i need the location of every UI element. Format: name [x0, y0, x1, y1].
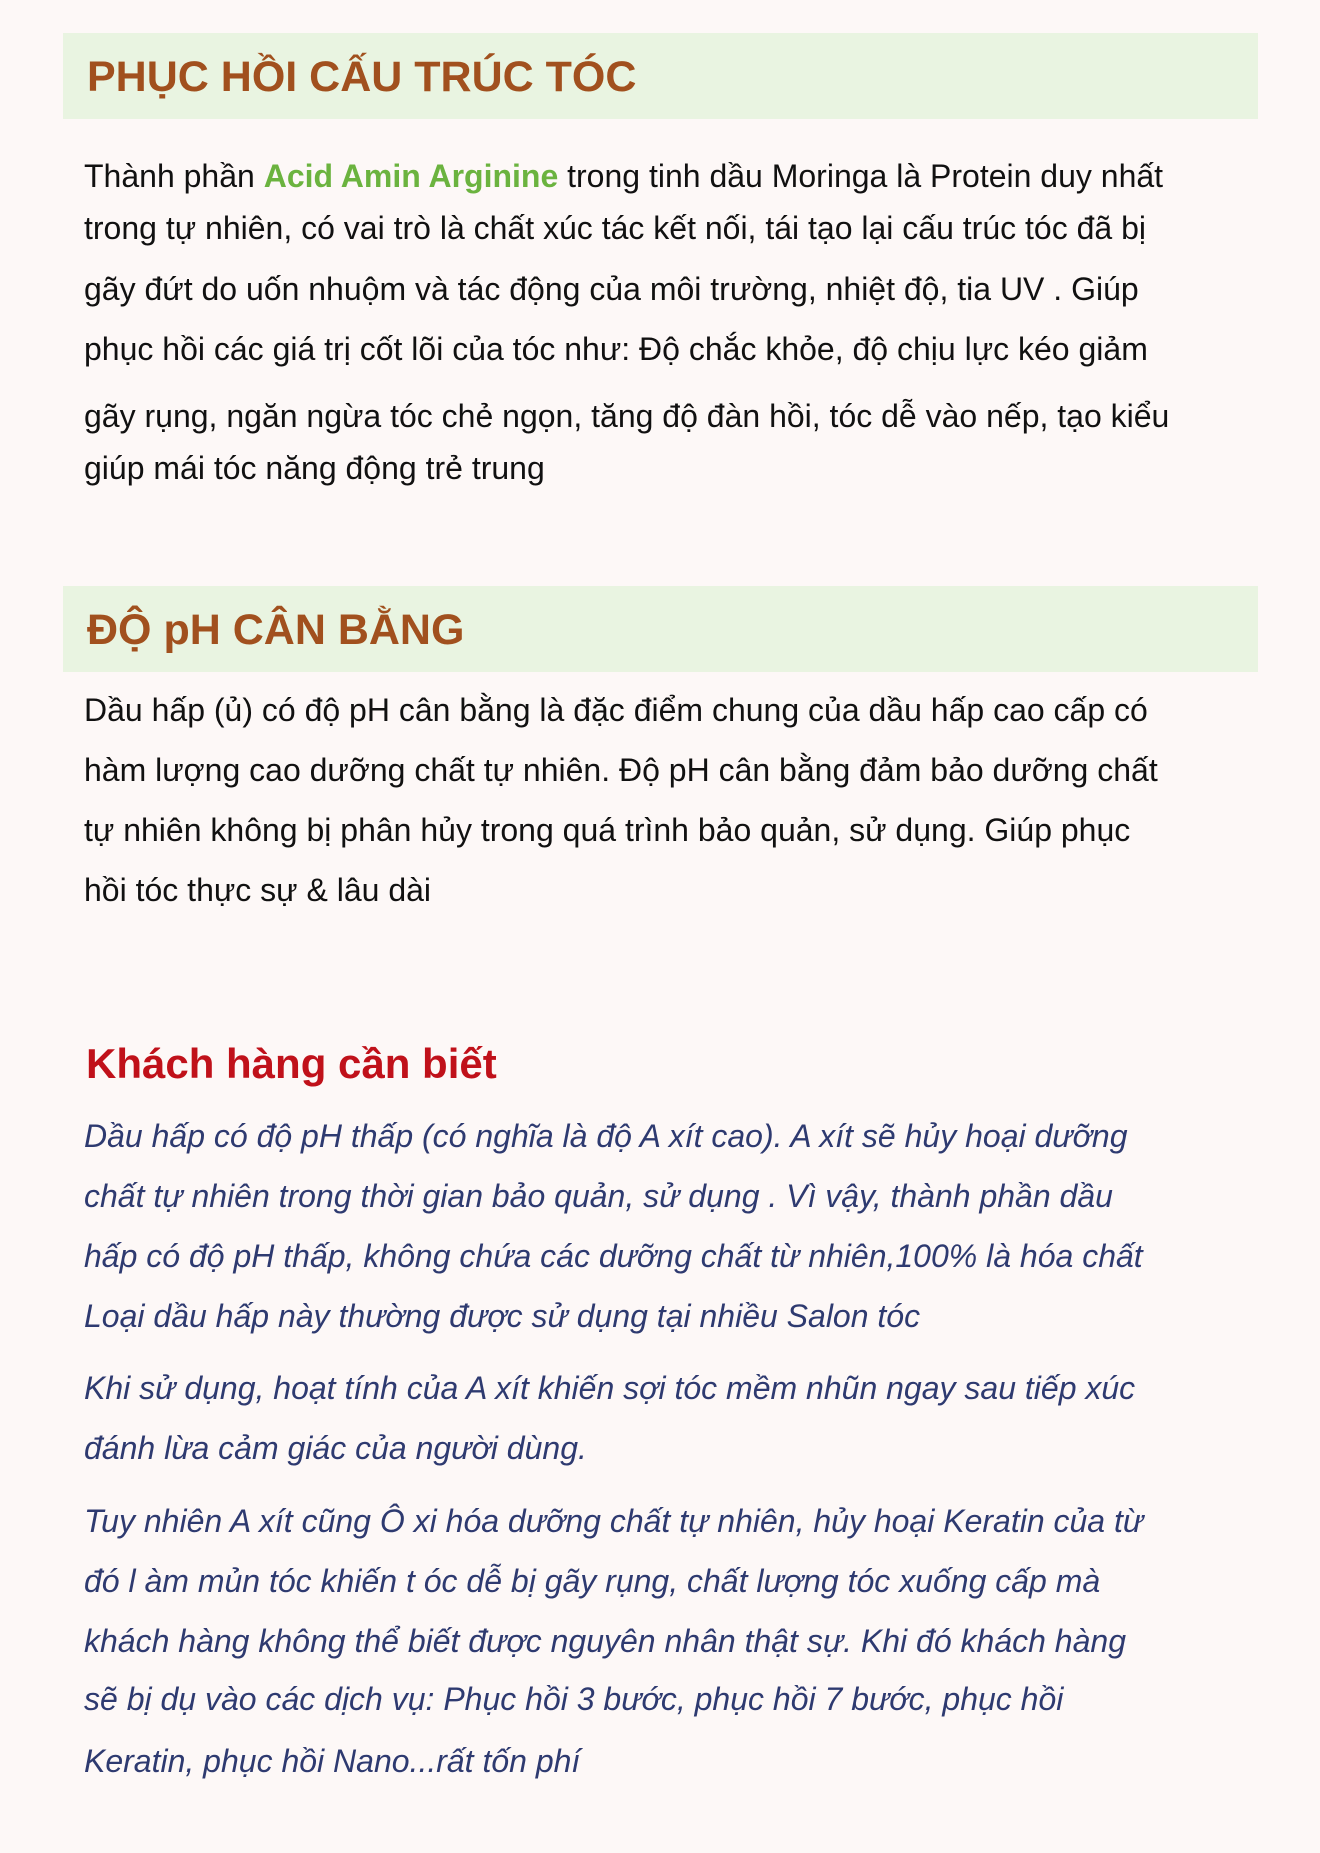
paragraph-line: đó l àm mủn tóc khiến t óc dễ bị gãy rụng, chất lượng tóc xuống cấp mà — [84, 1563, 1101, 1599]
paragraph-line: hồi tóc thực sự & lâu dài — [84, 872, 432, 908]
section-header-ph-balance — [63, 586, 1258, 672]
paragraph-line: hấp có độ pH thấp, không chứa các dưỡng chất từ nhiên,100% là hóa chất — [84, 1238, 1143, 1274]
paragraph-line: gãy đứt do uốn nhuộm và tác động của môi trường, nhiệt độ, tia UV . Giúp — [84, 271, 1139, 307]
paragraph-line: Dầu hấp (ủ) có độ pH cân bằng là đặc điểm chung của dầu hấp cao cấp có — [84, 692, 1148, 728]
notice-paragraph-1 — [84, 1118, 1254, 1358]
paragraph-line: Khi sử dụng, hoạt tính của A xít khiến sợi tóc mềm nhũn ngay sau tiếp xúc — [84, 1370, 1136, 1406]
notice-paragraph-2 — [84, 1370, 1254, 1490]
paragraph-line: Tuy nhiên A xít cũng Ô xi hóa dưỡng chất tự nhiên, hủy hoại Keratin của từ — [84, 1503, 1144, 1539]
text-segment: Thành phần — [84, 158, 264, 194]
paragraph-line: sẽ bị dụ vào các dịch vụ: Phục hồi 3 bước, phục hồi 7 bước, phục hồi — [84, 1681, 1064, 1717]
paragraph-hair-structure — [84, 158, 1254, 498]
paragraph-ph-balance — [84, 692, 1254, 922]
text-segment: trong tinh dầu Moringa là Protein duy nhất — [558, 158, 1164, 194]
paragraph-line: Keratin, phục hồi Nano...rất tốn phí — [84, 1743, 581, 1779]
paragraph-line: Dầu hấp có độ pH thấp (có nghĩa là độ A xít cao). A xít sẽ hủy hoại dưỡng — [84, 1118, 1128, 1154]
paragraph-line: Loại dầu hấp này thường được sử dụng tại nhiều Salon tóc — [84, 1298, 921, 1334]
paragraph-line: đánh lừa cảm giác của người dùng. — [84, 1430, 587, 1466]
paragraph-line: chất tự nhiên trong thời gian bảo quản, sử dụng . Vì vậy, thành phần dầu — [84, 1178, 1113, 1214]
highlight-ingredient: Acid Amin Arginine — [263, 158, 559, 194]
paragraph-line: giúp mái tóc năng động trẻ trung — [84, 450, 545, 486]
paragraph-line: phục hồi các giá trị cốt lõi của tóc như: Độ chắc khỏe, độ chịu lực kéo giảm — [84, 331, 1148, 367]
notice-paragraph-3 — [84, 1503, 1254, 1823]
notice-title: Khách hàng cần biết — [86, 1040, 497, 1087]
section-title: PHỤC HỒI CẤU TRÚC TÓC — [87, 53, 637, 101]
section-header-hair-structure — [63, 33, 1258, 119]
paragraph-line: gãy rụng, ngăn ngừa tóc chẻ ngọn, tăng độ đàn hồi, tóc dễ vào nếp, tạo kiểu — [84, 398, 1170, 434]
paragraph-line — [84, 158, 1163, 195]
paragraph-line: trong tự nhiên, có vai trò là chất xúc tác kết nối, tái tạo lại cấu trúc tóc đã bị — [84, 210, 1146, 246]
paragraph-line: tự nhiên không bị phân hủy trong quá trình bảo quản, sử dụng. Giúp phục — [84, 812, 1131, 848]
paragraph-line: khách hàng không thể biết được nguyên nhân thật sự. Khi đó khách hàng — [84, 1623, 1126, 1659]
section-title: ĐỘ pH CÂN BẰNG — [87, 606, 465, 654]
paragraph-line: hàm lượng cao dưỡng chất tự nhiên. Độ pH cân bằng đảm bảo dưỡng chất — [84, 752, 1158, 788]
